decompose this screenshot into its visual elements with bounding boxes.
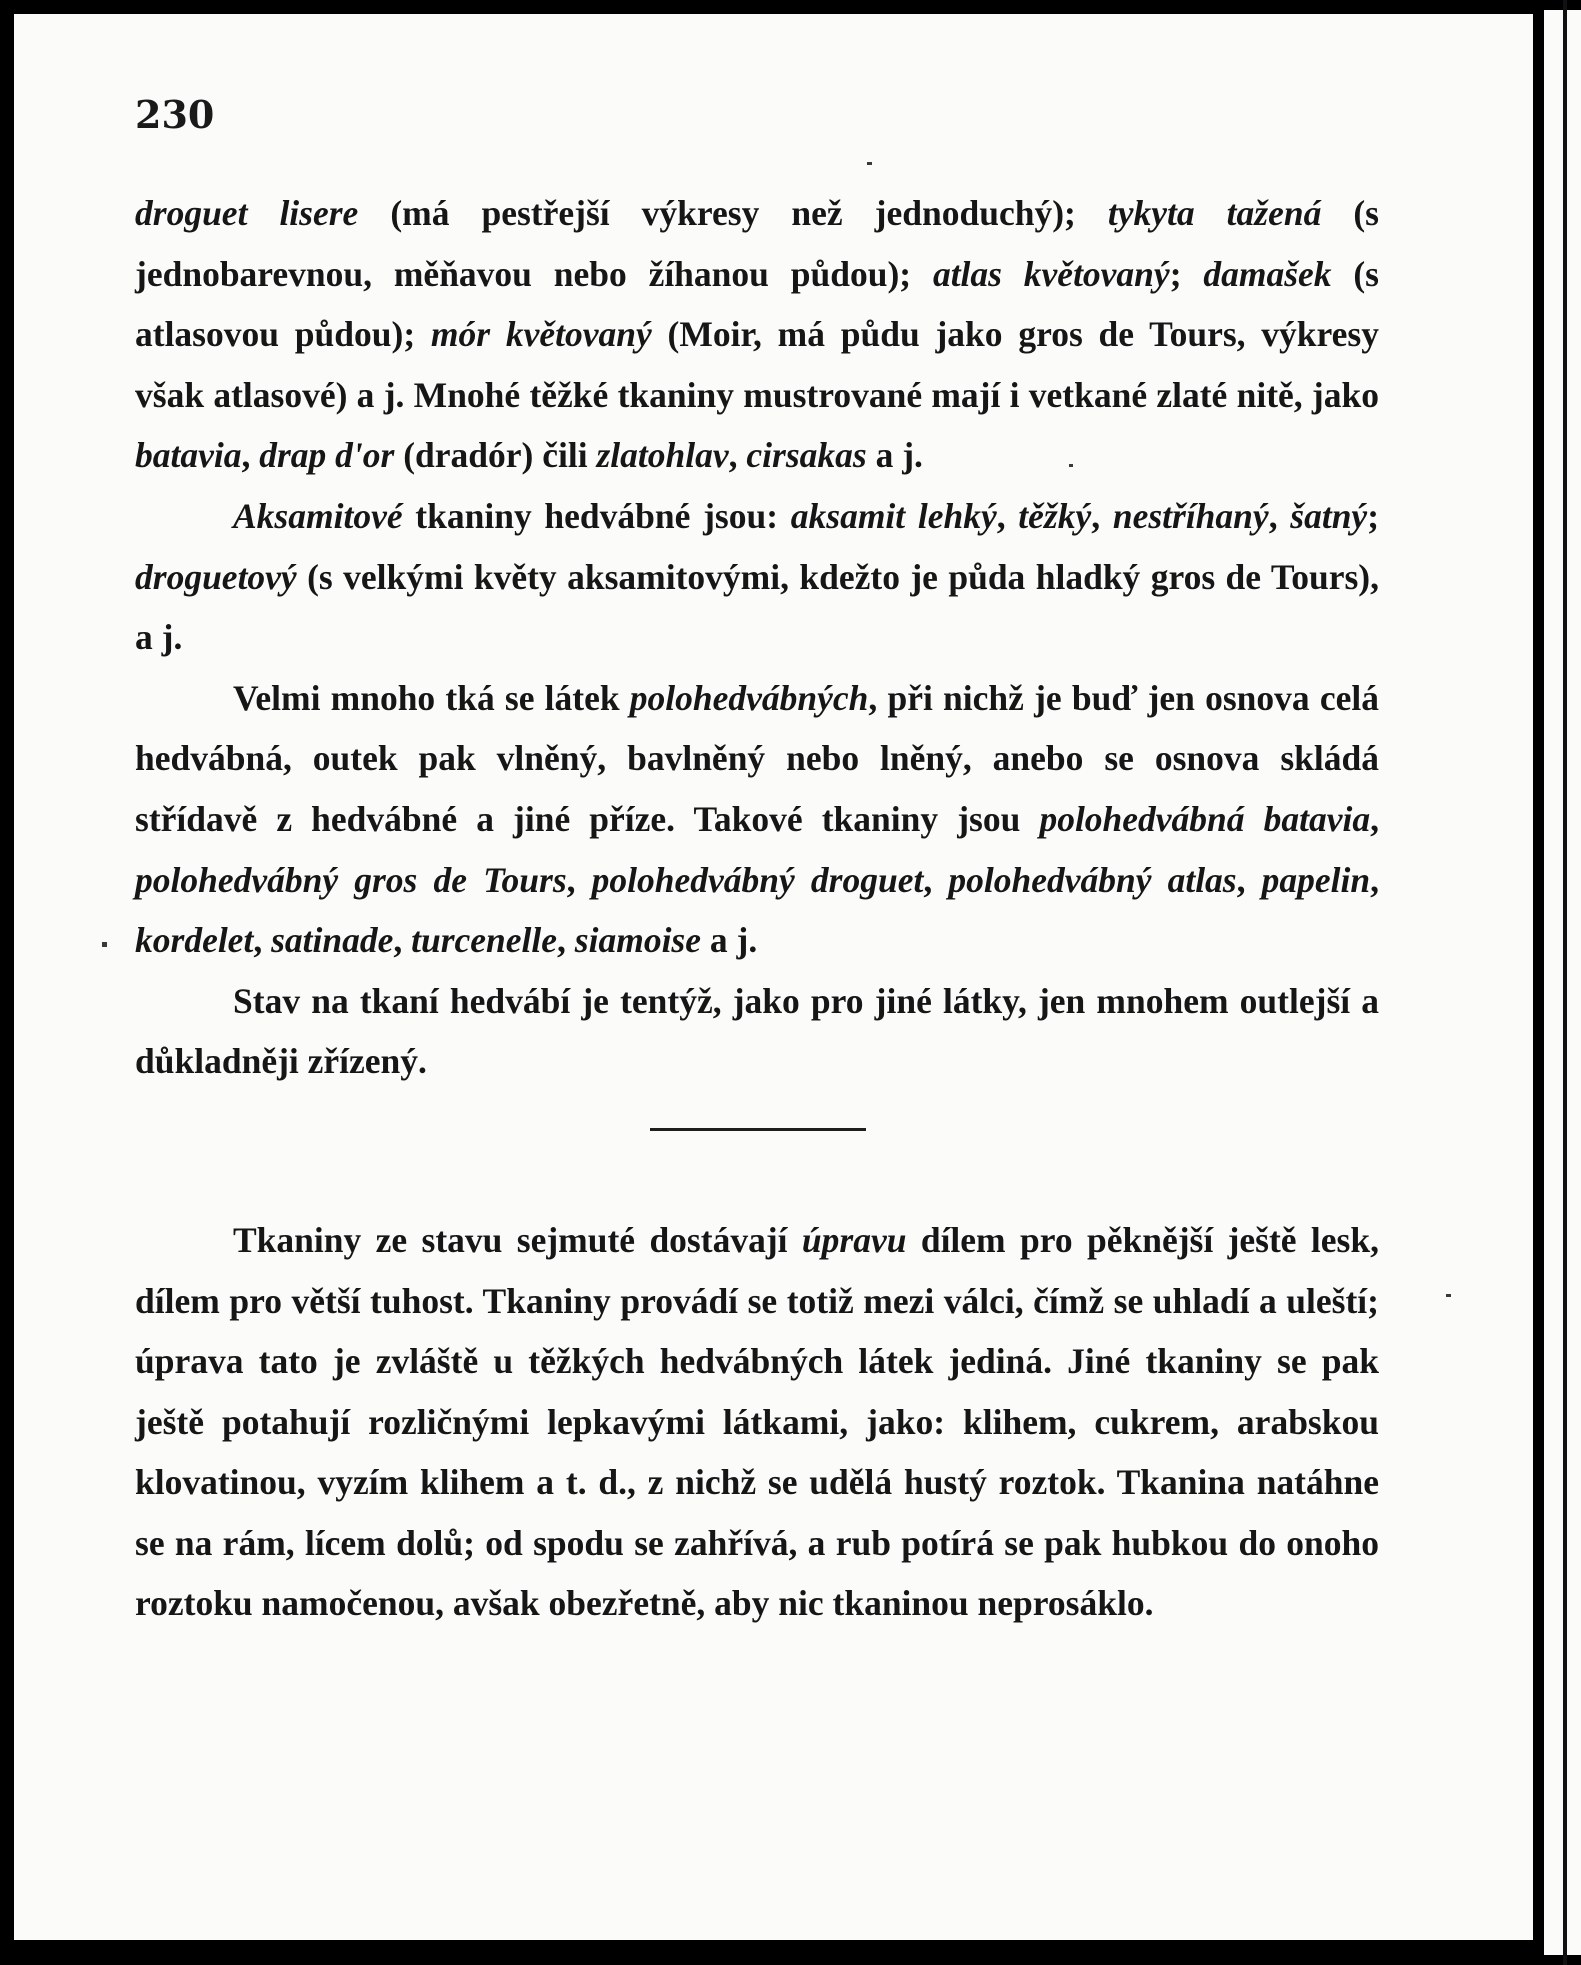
paragraph-velvet-fabrics: Aksamitové tkaniny hedvábné jsou: aksamit lehký, těžký, nestříhaný, šatný; droguetový (s velkými květy aksamitovými, kdežto je půda hladký gros de Tours), a j. [135, 495, 1380, 658]
page-body [135, 183, 1379, 1634]
section-gap [135, 1131, 1379, 1210]
page-gutter-line [1563, 0, 1567, 1965]
print-speck [102, 942, 107, 947]
paragraph-finishing: Tkaniny ze stavu sejmuté dostávají úpravu dílem pro pěknější ještě lesk, dílem pro větší tuhost. Tkaniny provádí se totiž mezi válci, čímž se uhladí a uleští; úprava tato je zvláště u těžkých hedvábných látek jediná. Jiné tkaniny se pak ještě potahují rozličnými lepkavými látkami, jako: klihem, cukrem, arabskou klovatinou, vyzím klihem a t. d., z nichž se udělá hustý roztok. Tkanina natáhne se na rám, lícem dolů; od spodu se zahřívá, a rub potírá se pak hubkou do onoho roztoku namočenou, avšak obezřetně, aby nic tkaninou neprosáklo. [135, 1219, 1379, 1624]
paragraph-silk-fabrics-list: droguet lisere (má pestřejší výkresy než jednoduchý); tykyta tažená (s jednobarevnou, měňavou nebo žíhanou půdou); atlas květovaný; damašek (s atlasovou půdou); mór květovaný (Moir, má půdu jako gros de Tours, výkresy však atlasové) a j. Mnohé těžké tkaniny mustrované mají i vetkané zlaté nitě, jako batavia, drap d'or (dradór) čili zlatohlav, cirsakas a j. [135, 193, 1380, 476]
paragraph-silk-loom: Stav na tkaní hedvábí je tentýž, jako pro jiné látky, jen mnohem outlejší a důkladněji zřízený. [135, 980, 1379, 1082]
page-number: 230 [135, 92, 215, 137]
print-speck [1446, 1294, 1451, 1297]
paragraph-half-silk-fabrics: Velmi mnoho tká se látek polohedvábných, při nichž je buď jen osnova celá hedvábná, outek pak vlněný, bavlněný nebo lněný, anebo se osnova skládá střídavě z hedvábné a jiné příze. Takové tkaniny jsou polohedvábná batavia, polohedvábný gros de Tours, polohedvábný droguet, polohedvábný atlas, papelin, kordelet, satinade, turcenelle, siamoise a j. [135, 677, 1379, 961]
print-speck [867, 162, 872, 165]
